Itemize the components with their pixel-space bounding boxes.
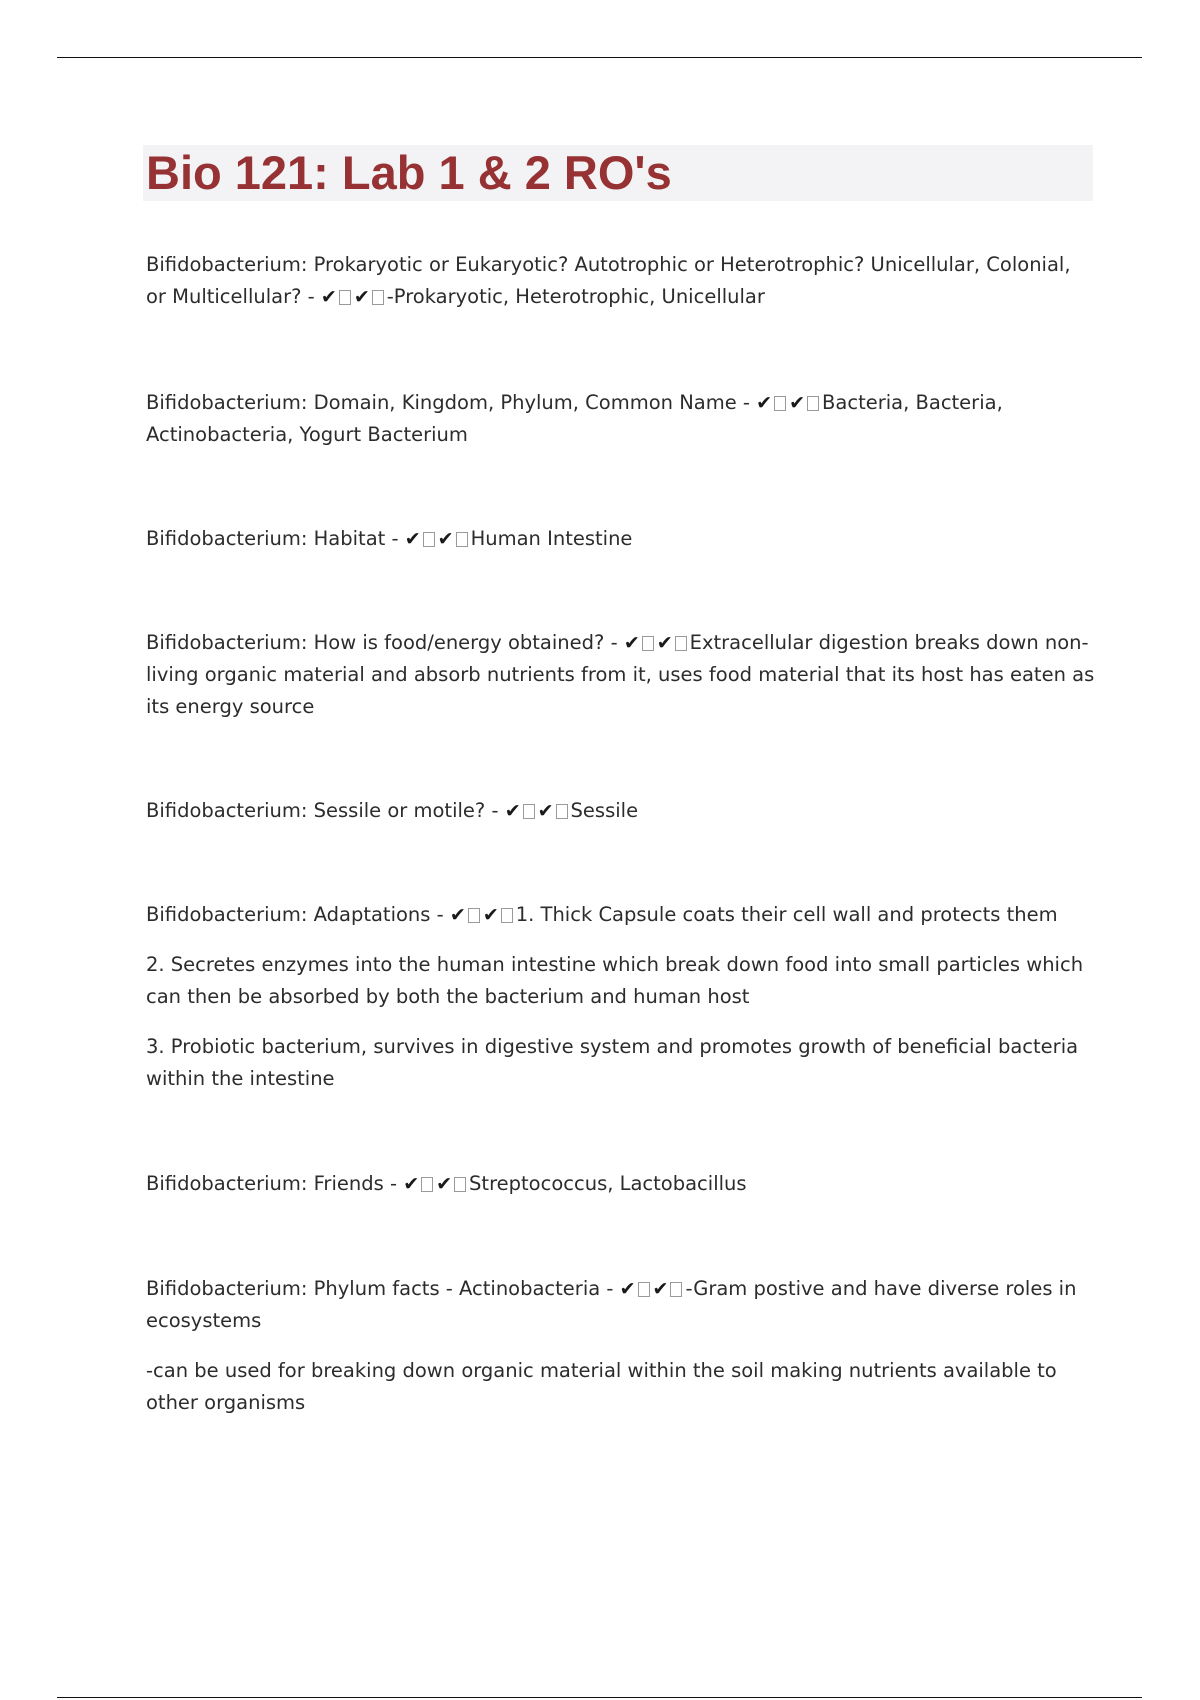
qa-entry-2 — [146, 387, 1096, 451]
question-text: Bifidobacterium: Adaptations — [146, 903, 431, 926]
missing-glyph-box-icon — [675, 636, 687, 651]
separator: - — [736, 391, 757, 414]
document-title: Bio 121: Lab 1 & 2 RO's — [146, 146, 672, 199]
question-text: Bifidobacterium: Domain, Kingdom, Phylum, Common Name — [146, 391, 737, 414]
separator: - — [430, 903, 450, 926]
check-icon: ✔ — [403, 1173, 420, 1195]
qa-entry-4 — [146, 627, 1096, 723]
check-icon: ✔ — [504, 800, 521, 822]
qa-line — [146, 795, 1096, 827]
missing-glyph-box-icon — [774, 396, 786, 411]
answer-text: 1. Thick Capsule coats their cell wall and protects them — [515, 903, 1058, 926]
separator: - — [301, 285, 321, 308]
check-icon: ✔ — [436, 1173, 453, 1195]
separator: - — [604, 631, 624, 654]
missing-glyph-box-icon — [423, 532, 435, 547]
check-icon: ✔ — [789, 392, 806, 414]
question-text: Bifidobacterium: How is food/energy obtained? — [146, 631, 605, 654]
check-icon: ✔ — [482, 904, 499, 926]
check-icon: ✔ — [437, 528, 454, 550]
qa-entry-5 — [146, 795, 1096, 827]
check-icon: ✔ — [652, 1278, 669, 1300]
answer-paragraph: -can be used for breaking down organic material within the soil making nutrients available to other organisms — [146, 1359, 1057, 1414]
answer-text: -Prokaryotic, Heterotrophic, Unicellular — [386, 285, 765, 308]
missing-glyph-box-icon — [670, 1282, 682, 1297]
qa-line — [146, 387, 1096, 451]
answer-paragraph: 2. Secretes enzymes into the human intestine which break down food into small particles which can then be absorbed by both the bacterium and human host — [146, 953, 1084, 1008]
missing-glyph-box-icon — [642, 636, 654, 651]
missing-glyph-box-icon — [638, 1282, 650, 1297]
answer-text: Extracellular digestion breaks down non-living organic material and absorb nutrients from it, uses food material that its host has eaten as its energy source — [146, 631, 1095, 718]
check-icon: ✔ — [320, 286, 337, 308]
missing-glyph-box-icon — [372, 290, 384, 305]
qa-line — [146, 249, 1096, 313]
qa-line — [146, 1168, 1096, 1200]
check-icon: ✔ — [537, 800, 554, 822]
check-icon: ✔ — [353, 286, 370, 308]
question-text: Bifidobacterium: Prokaryotic or Eukaryotic? Autotrophic or Heterotrophic? Unicellular, Colonial, or Multicellular? — [146, 253, 1071, 308]
answer-text: -Gram postive and have diverse roles in ecosystems — [146, 1277, 1077, 1332]
qa-line — [146, 627, 1096, 723]
question-text: Bifidobacterium: Sessile or motile? — [146, 799, 486, 822]
qa-entry-1 — [146, 249, 1096, 313]
missing-glyph-box-icon — [421, 1177, 433, 1192]
missing-glyph-box-icon — [501, 908, 513, 923]
separator: - — [600, 1277, 620, 1300]
check-icon: ✔ — [619, 1278, 636, 1300]
missing-glyph-box-icon — [454, 1177, 466, 1192]
answer-paragraph: 3. Probiotic bacterium, survives in digestive system and promotes growth of beneficial bacteria within the intestine — [146, 1035, 1079, 1090]
qa-line — [146, 1273, 1096, 1337]
missing-glyph-box-icon — [556, 804, 568, 819]
missing-glyph-box-icon — [523, 804, 535, 819]
qa-line — [146, 899, 1096, 931]
missing-glyph-box-icon — [339, 290, 351, 305]
qa-entry-8 — [146, 1273, 1096, 1419]
missing-glyph-box-icon — [468, 908, 480, 923]
missing-glyph-box-icon — [456, 532, 468, 547]
answer-text: Bacteria, Bacteria, Actinobacteria, Yogurt Bacterium — [146, 391, 1003, 446]
answer-text: Human Intestine — [470, 527, 633, 550]
check-icon: ✔ — [623, 632, 640, 654]
qa-entry-3 — [146, 523, 1096, 555]
check-icon: ✔ — [656, 632, 673, 654]
check-icon: ✔ — [449, 904, 466, 926]
top-rule — [57, 57, 1142, 58]
check-icon: ✔ — [404, 528, 421, 550]
question-text: Bifidobacterium: Habitat — [146, 527, 386, 550]
answer-text: Sessile — [570, 799, 639, 822]
answer-text: Streptococcus, Lactobacillus — [469, 1172, 747, 1195]
qa-entry-7 — [146, 1168, 1096, 1200]
qa-line — [146, 523, 1096, 555]
question-text: Bifidobacterium: Phylum facts - Actinobacteria — [146, 1277, 601, 1300]
qa-entry-6 — [146, 899, 1096, 1095]
check-icon: ✔ — [756, 392, 773, 414]
bottom-rule — [57, 1697, 1142, 1698]
question-text: Bifidobacterium: Friends — [146, 1172, 384, 1195]
missing-glyph-box-icon — [807, 396, 819, 411]
separator: - — [485, 799, 505, 822]
separator: - — [383, 1172, 404, 1195]
separator: - — [385, 527, 405, 550]
